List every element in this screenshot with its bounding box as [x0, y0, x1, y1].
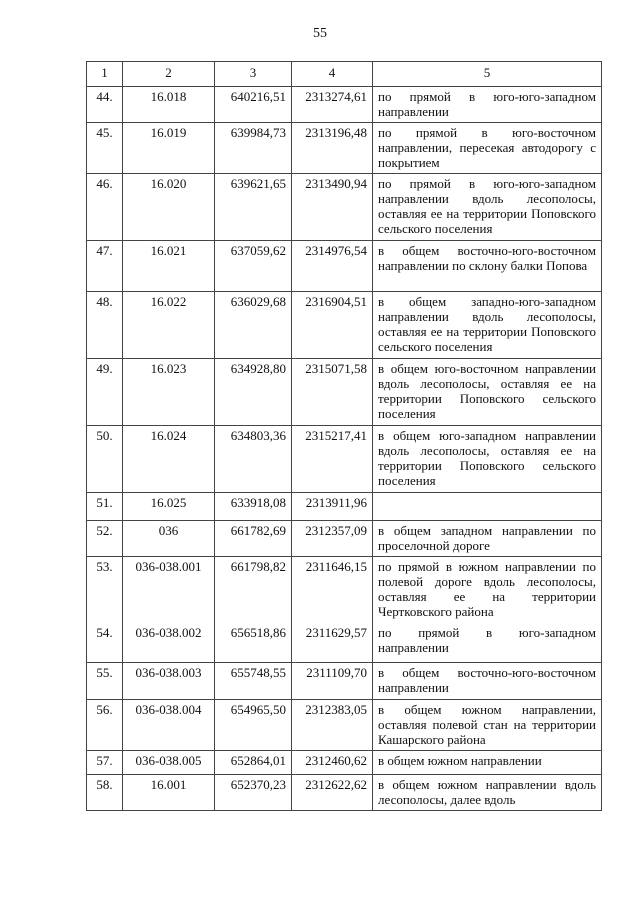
- coordinate-x: 639621,65: [215, 174, 292, 241]
- coordinate-y: 2314976,54: [292, 241, 373, 292]
- coordinate-x: 633918,08: [215, 493, 292, 521]
- coordinate-y: 2313490,94: [292, 174, 373, 241]
- row-number: 56.: [87, 700, 123, 751]
- coordinate-y: 2312383,05: [292, 700, 373, 751]
- table-row: [87, 775, 602, 811]
- table-row: [87, 557, 602, 623]
- point-code: 036-038.001: [123, 557, 215, 623]
- boundary-description: в общем южном направлении: [373, 751, 602, 775]
- column-header-5: 5: [373, 62, 602, 87]
- row-number: 52.: [87, 521, 123, 557]
- table-row: [87, 623, 602, 663]
- boundary-description: в общем восточно-юго-восточном направлении: [373, 663, 602, 700]
- coordinate-x: 634803,36: [215, 426, 292, 493]
- table-row: [87, 521, 602, 557]
- boundary-description: в общем восточно-юго-восточном направлении по склону балки Попова: [373, 241, 602, 292]
- row-number: 54.: [87, 623, 123, 663]
- coordinate-x: 655748,55: [215, 663, 292, 700]
- column-header-4: 4: [292, 62, 373, 87]
- column-header-1: 1: [87, 62, 123, 87]
- boundary-description: в общем западно-юго-западном направлении вдоль лесополосы, оставляя ее на территории Поповского сельского поселения: [373, 292, 602, 359]
- coordinate-x: 661798,82: [215, 557, 292, 623]
- coordinate-x: 654965,50: [215, 700, 292, 751]
- table-row: [87, 241, 602, 292]
- coordinate-y: 2312460,62: [292, 751, 373, 775]
- row-number: 45.: [87, 123, 123, 174]
- boundary-description: по прямой в южном направлении по полевой дороге вдоль лесополосы, оставляя ее на территории Чертковского района: [373, 557, 602, 623]
- table-row: [87, 87, 602, 123]
- point-code: 16.025: [123, 493, 215, 521]
- boundary-description: по прямой в юго-восточном направлении, пересекая автодорогу с покрытием: [373, 123, 602, 174]
- point-code: 16.023: [123, 359, 215, 426]
- row-number: 57.: [87, 751, 123, 775]
- table-row: [87, 493, 602, 521]
- coordinate-x: 652864,01: [215, 751, 292, 775]
- coordinate-x: 661782,69: [215, 521, 292, 557]
- point-code: 16.001: [123, 775, 215, 811]
- boundary-description: в общем юго-восточном направлении вдоль лесополосы, оставляя ее на территории Поповского сельского поселения: [373, 359, 602, 426]
- point-code: 16.019: [123, 123, 215, 174]
- point-code: 16.020: [123, 174, 215, 241]
- coordinate-y: 2316904,51: [292, 292, 373, 359]
- coordinate-y: 2311629,57: [292, 623, 373, 663]
- row-number: 46.: [87, 174, 123, 241]
- row-number: 53.: [87, 557, 123, 623]
- point-code: 16.021: [123, 241, 215, 292]
- table-row: [87, 700, 602, 751]
- boundary-table: [86, 61, 602, 811]
- coordinate-x: 636029,68: [215, 292, 292, 359]
- row-number: 58.: [87, 775, 123, 811]
- boundary-description: в общем южном направлении, оставляя полевой стан на территории Кашарского района: [373, 700, 602, 751]
- row-number: 44.: [87, 87, 123, 123]
- coordinate-x: 656518,86: [215, 623, 292, 663]
- boundary-description: по прямой в юго-юго-западном направлении: [373, 87, 602, 123]
- row-number: 51.: [87, 493, 123, 521]
- point-code: 16.024: [123, 426, 215, 493]
- coordinate-y: 2313911,96: [292, 493, 373, 521]
- row-number: 49.: [87, 359, 123, 426]
- table-row: [87, 359, 602, 426]
- header-row: [87, 62, 602, 87]
- boundary-description: в общем западном направлении по проселочной дороге: [373, 521, 602, 557]
- row-number: 50.: [87, 426, 123, 493]
- coordinate-x: 640216,51: [215, 87, 292, 123]
- coordinate-y: 2311646,15: [292, 557, 373, 623]
- row-number: 48.: [87, 292, 123, 359]
- boundary-description: по прямой в юго-западном направлении: [373, 623, 602, 663]
- column-header-3: 3: [215, 62, 292, 87]
- coordinate-y: 2311109,70: [292, 663, 373, 700]
- coordinate-y: 2313196,48: [292, 123, 373, 174]
- point-code: 16.018: [123, 87, 215, 123]
- boundary-description: в общем южном направлении вдоль лесополосы, далее вдоль: [373, 775, 602, 811]
- coordinate-y: 2312622,62: [292, 775, 373, 811]
- point-code: 036-038.004: [123, 700, 215, 751]
- table-row: [87, 174, 602, 241]
- coordinate-y: 2315217,41: [292, 426, 373, 493]
- point-code: 036-038.003: [123, 663, 215, 700]
- boundary-description: в общем юго-западном направлении вдоль лесополосы, оставляя ее на территории Поповского сельского поселения: [373, 426, 602, 493]
- table-row: [87, 123, 602, 174]
- row-number: 55.: [87, 663, 123, 700]
- table-row: [87, 663, 602, 700]
- coordinate-y: 2312357,09: [292, 521, 373, 557]
- coordinate-x: 652370,23: [215, 775, 292, 811]
- row-number: 47.: [87, 241, 123, 292]
- coordinate-x: 634928,80: [215, 359, 292, 426]
- page-number: 55: [313, 26, 327, 41]
- coordinate-y: 2315071,58: [292, 359, 373, 426]
- column-header-2: 2: [123, 62, 215, 87]
- table-header: [87, 62, 602, 87]
- boundary-description: [373, 493, 602, 521]
- table-row: [87, 751, 602, 775]
- coordinate-x: 637059,62: [215, 241, 292, 292]
- boundary-description: по прямой в юго-юго-западном направлении вдоль лесополосы, оставляя ее на территории Поповского сельского поселения: [373, 174, 602, 241]
- point-code: 036-038.005: [123, 751, 215, 775]
- point-code: 036: [123, 521, 215, 557]
- coordinate-y: 2313274,61: [292, 87, 373, 123]
- coordinate-x: 639984,73: [215, 123, 292, 174]
- table-row: [87, 426, 602, 493]
- table-body: [87, 87, 602, 811]
- table-row: [87, 292, 602, 359]
- point-code: 16.022: [123, 292, 215, 359]
- point-code: 036-038.002: [123, 623, 215, 663]
